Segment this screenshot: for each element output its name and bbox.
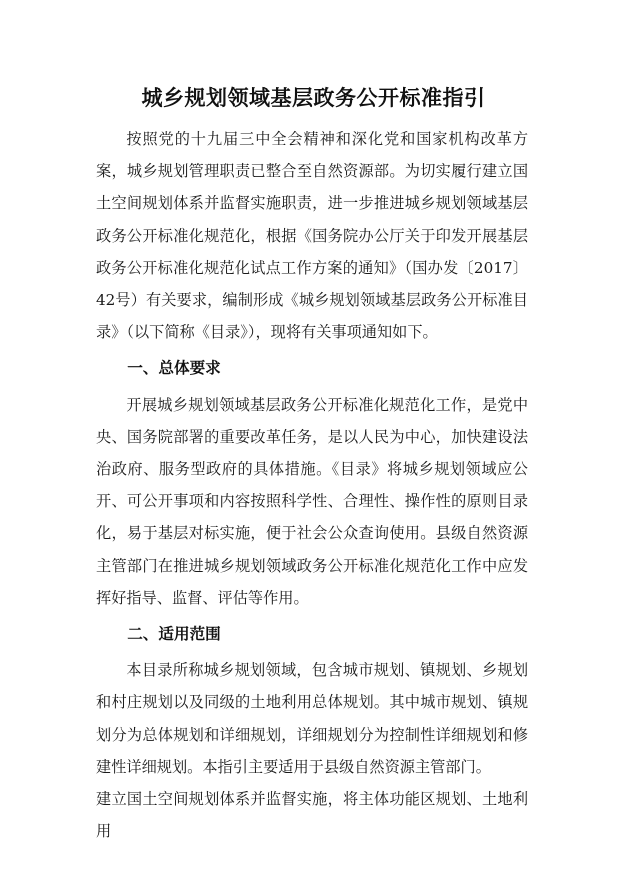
scope-paragraph: 本目录所称城乡规划领域，包含城市规划、镇规划、乡规划和村庄规划以及同级的土地利用总体规划。其中城市规划、镇规划分为总体规划和详细规划，详细规划分为控制性详细规划和修建性详细规划。本指引主要适用于县级自然资源主管部门。	[96, 661, 528, 776]
scope-trailing-paragraph: 建立国土空间规划体系并监督实施，将主体功能区规划、土地利用	[96, 790, 528, 841]
section-heading-scope: 二、适用范围	[127, 625, 221, 644]
intro-paragraph: 按照党的十九届三中全会精神和深化党和国家机构改革方案，城乡规划管理职责已整合至自然资源部。为切实履行建立国土空间规划体系并监督实施职责，进一步推进城乡规划领域基层政务公开标准化规范化，根据《国务院办公厅关于印发开展基层政务公开标准化规范化试点工作方案的通知》（国办发〔2017〕42号）有关要求，编制形成《城乡规划领域基层政务公开标准目录》（以下简称《目录》），现将有关事项通知如下。	[96, 130, 528, 342]
document-title: 城乡规划领域基层政务公开标准指引	[141, 86, 486, 110]
document-body	[96, 123, 528, 847]
section-heading-general-requirements: 一、总体要求	[127, 359, 221, 378]
general-requirements-paragraph: 开展城乡规划领域基层政务公开标准化规范化工作，是党中央、国务院部署的重要改革任务，是以人民为中心，加快建设法治政府、服务型政府的具体措施。《目录》将城乡规划领域应公开、可公开事项和内容按照科学性、合理性、操作性的原则目录化，易于基层对标实施，便于社会公众查询使用。县级自然资源主管部门在推进城乡规划领域政务公开标准化规范化工作中应发挥好指导、监督、评估等作用。	[96, 395, 528, 607]
